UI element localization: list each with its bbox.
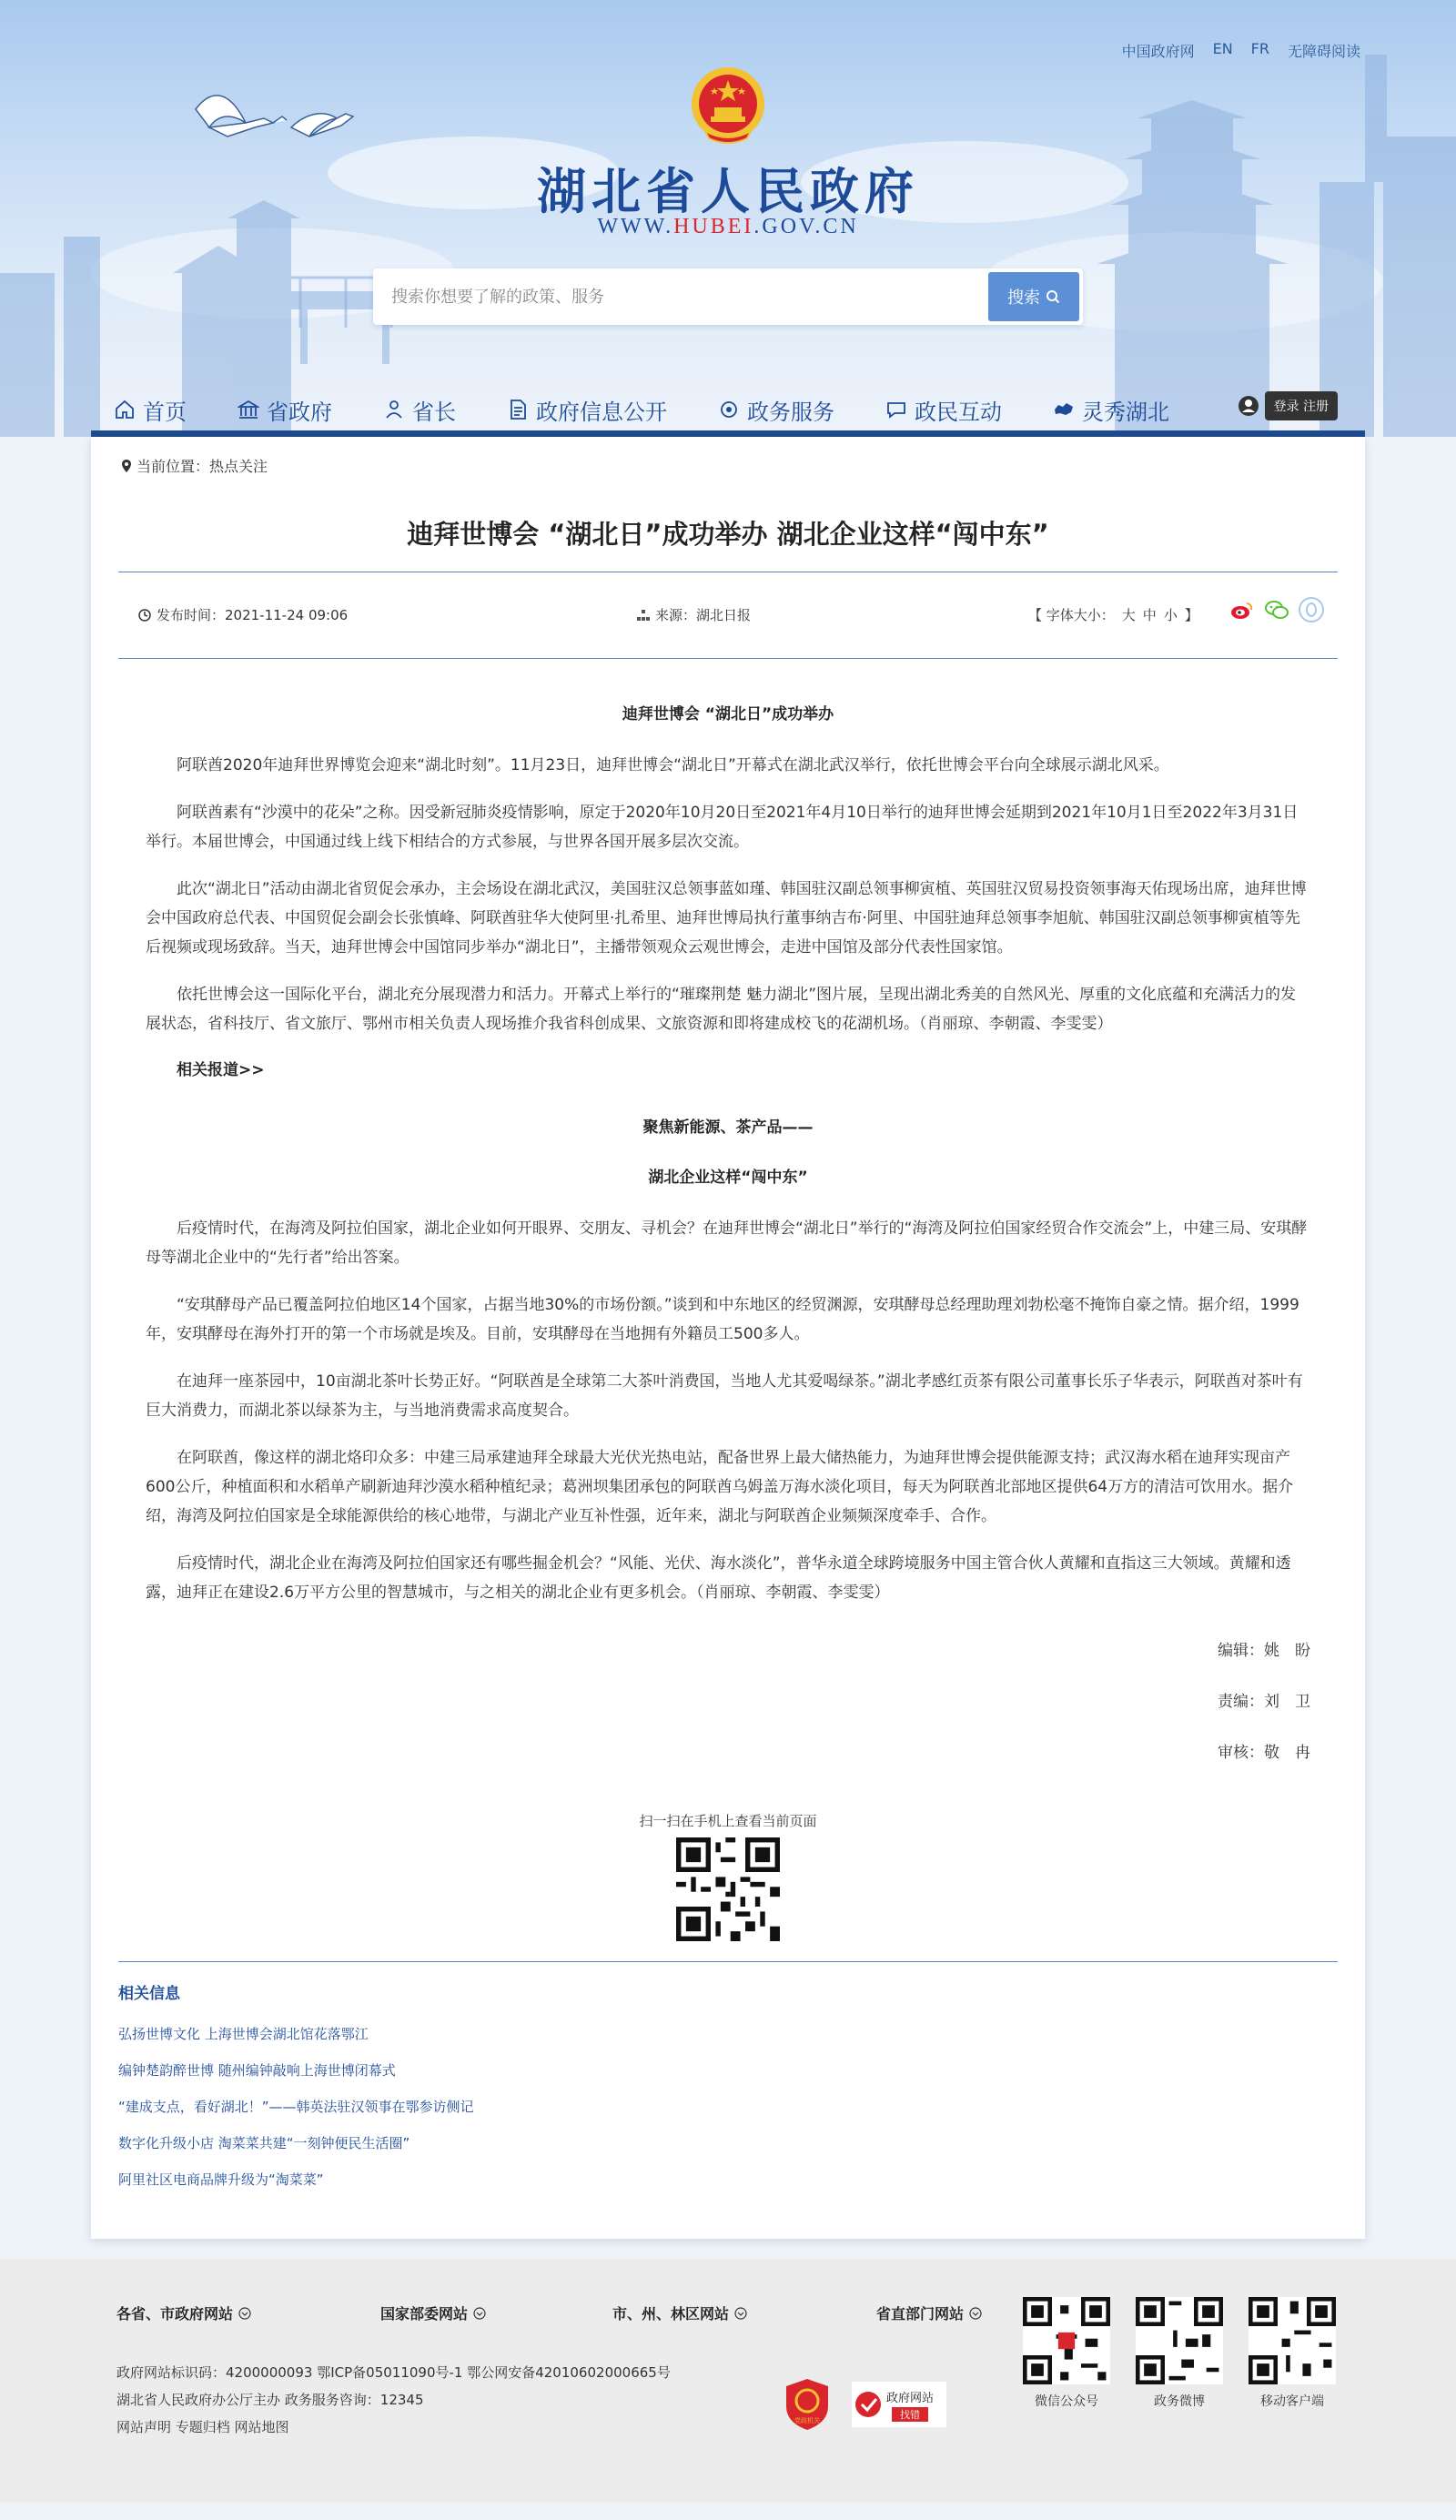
badge-2-bottom: 找错 bbox=[900, 2409, 920, 2421]
qr-label-weibo: 政务微博 bbox=[1154, 2394, 1205, 2409]
chevron-down-icon bbox=[734, 2307, 747, 2320]
search-icon bbox=[1046, 289, 1060, 304]
nav-item-gov-services[interactable] bbox=[718, 394, 834, 426]
paragraph: 阿联酋2020年迪拜世界博览会迎来“湖北时刻”。11月23日，迪拜世博会“湖北日”开幕式在湖北武汉举行，依托世博会平台向全球展示湖北风采。 bbox=[177, 756, 1169, 774]
national-emblem-icon[interactable] bbox=[689, 64, 767, 146]
service-icon bbox=[718, 399, 740, 420]
document-icon bbox=[507, 399, 529, 420]
publish-time-text: 发布时间：2021-11-24 09:06 bbox=[157, 607, 349, 623]
nav-underline bbox=[91, 430, 1365, 437]
link-fr[interactable]: FR bbox=[1250, 40, 1269, 57]
section-subtitle-2: 聚焦新能源、茶产品—— bbox=[642, 1118, 814, 1137]
article-body bbox=[118, 701, 1338, 1778]
related-report-link[interactable]: 相关报道>> bbox=[177, 1061, 265, 1079]
link-accessibility[interactable]: 无障碍阅读 bbox=[1287, 43, 1360, 60]
footer-site-links bbox=[116, 2302, 990, 2324]
user-icon[interactable] bbox=[1238, 395, 1259, 417]
section-subtitle-3: 湖北企业这样“闯中东” bbox=[648, 1169, 808, 1187]
qr-label-mobile: 移动客户端 bbox=[1260, 2394, 1324, 2409]
nav-label-governor: 省长 bbox=[412, 399, 456, 425]
article-source bbox=[637, 605, 751, 624]
related-item[interactable]: 编钟楚韵醉世博 随州编钟敲响上海世博闭幕式 bbox=[118, 2062, 396, 2079]
related-list bbox=[118, 2016, 1338, 2198]
font-size-small[interactable]: 小 bbox=[1163, 607, 1178, 623]
nav-item-interaction[interactable] bbox=[885, 394, 1002, 426]
footer-info-line: 湖北省人民政府办公厅主办 政务服务咨询：12345 bbox=[116, 2392, 424, 2408]
nav-label-home: 首页 bbox=[143, 399, 187, 425]
qr-label-wechat: 微信公众号 bbox=[1035, 2394, 1098, 2409]
footer-info-line: 政府网站标识码：4200000093 鄂ICP备05011090号-1 鄂公网安备42010602000665号 bbox=[116, 2364, 671, 2381]
footer-link-city-sites[interactable] bbox=[612, 2302, 747, 2323]
related-item[interactable]: 阿里社区电商品牌升级为“淘菜菜” bbox=[118, 2171, 324, 2188]
footer-link-label: 各省、市政府网站 bbox=[116, 2305, 234, 2323]
footer-link-department-sites[interactable] bbox=[876, 2302, 982, 2323]
home-icon bbox=[114, 399, 136, 420]
search-button[interactable] bbox=[988, 272, 1079, 321]
related-item[interactable]: 弘扬世博文化 上海世博会湖北馆花落鄂江 bbox=[118, 2026, 369, 2042]
nav-label-gov-services: 政务服务 bbox=[747, 399, 834, 425]
nav-item-lingxiu-hubei[interactable] bbox=[1053, 394, 1169, 426]
paragraph: 此次“湖北日”活动由湖北省贸促会承办，主会场设在湖北武汉，美国驻汉总领事蓝如瑾、韩国驻汉副总领事柳寅植、英国驻汉贸易投资领事海天佑现场出席，迪拜世博会中国政府总代表、中国贸促会副会长张慎峰、阿联酋驻华大使阿里·扎希里、迪拜世博局执行董事纳吉布·阿里、中国驻迪拜总领事李旭航、韩国驻汉副总领事柳寅植等先后视频或现场致辞。当天，迪拜世博会中国馆同步举办“湖北日”，主播带领观众云观世博会，走进中国馆及部分代表性国家馆。 bbox=[146, 880, 1307, 956]
site-url-prefix: WWW. bbox=[597, 215, 674, 238]
article-meta bbox=[118, 572, 1338, 659]
hubei-map-icon bbox=[1053, 399, 1075, 420]
editor: 编辑：姚 盼 bbox=[1218, 1642, 1310, 1660]
related-info bbox=[118, 1961, 1338, 2198]
user-area bbox=[1238, 391, 1338, 420]
qr-mobile-app bbox=[1249, 2297, 1336, 2410]
footer-link-label: 市、州、林区网站 bbox=[612, 2305, 730, 2323]
page-qr-area bbox=[118, 1811, 1338, 1945]
link-gov-cn[interactable]: 中国政府网 bbox=[1121, 43, 1195, 60]
nav-label-province-gov: 省政府 bbox=[267, 399, 332, 425]
page-qr-code bbox=[676, 1837, 780, 1941]
badge-2-top: 政府网站 bbox=[885, 2392, 935, 2405]
chevron-down-icon bbox=[473, 2307, 486, 2320]
login-register-button[interactable]: 登录 注册 bbox=[1265, 391, 1338, 420]
qr-label: 扫一扫在手机上查看当前页面 bbox=[639, 1813, 817, 1829]
font-size-switcher bbox=[1028, 605, 1198, 624]
search-button-label: 搜索 bbox=[1007, 288, 1040, 308]
footer-link-provincial-sites[interactable] bbox=[116, 2302, 251, 2323]
footer-link-ministry-sites[interactable] bbox=[380, 2302, 486, 2323]
qq-icon[interactable] bbox=[1298, 596, 1325, 623]
site-url-mid: HUBEI bbox=[673, 215, 754, 238]
footer-link-label: 省直部门网站 bbox=[876, 2305, 965, 2323]
source-text: 来源：湖北日报 bbox=[655, 607, 752, 623]
nav-label-lingxiu-hubei: 灵秀湖北 bbox=[1082, 399, 1169, 425]
share-buttons bbox=[1228, 596, 1325, 623]
paragraph: 阿联酋素有“沙漠中的花朵”之称。因受新冠肺炎疫情影响，原定于2020年10月20日至2021年4月10日举行的迪拜世博会延期到2021年10月1日至2022年3月31日举行。本届世博会，中国通过线上线下相结合的方式参展，与世界各国开展多层次交流。 bbox=[146, 804, 1299, 851]
chief-editor: 责编：刘 卫 bbox=[1218, 1693, 1310, 1711]
reviewer: 审核：敬 冉 bbox=[1218, 1744, 1310, 1762]
site-title[interactable]: 湖北省人民政府 bbox=[537, 162, 919, 220]
search-box bbox=[373, 268, 1083, 325]
footer-info bbox=[116, 2359, 671, 2441]
party-gov-badge-icon[interactable] bbox=[783, 2377, 832, 2432]
site-url-suffix: .GOV.CN bbox=[753, 215, 859, 238]
font-size-medium[interactable]: 中 bbox=[1142, 607, 1157, 623]
nav-label-info-disclosure: 政府信息公开 bbox=[536, 399, 667, 425]
badge-1-text: 党政机关 bbox=[794, 2417, 820, 2424]
location-pin-icon bbox=[120, 459, 133, 473]
footer-qr-codes bbox=[1023, 2297, 1336, 2410]
clock-icon bbox=[138, 609, 151, 622]
paragraph: 依托世博会这一国际化平台，湖北充分展现潜力和活力。开幕式上举行的“璀璨荆楚 魅力湖北”图片展，呈现出湖北秀美的自然风光、厚重的文化底蕴和充满活力的发展状态，省科技厅、省文旅厅、鄂州市相关负责人现场推介我省科创成果、文旅资源和即将建成校飞的花湖机场。（肖丽琼、李朝霞、李雯雯） bbox=[146, 986, 1297, 1033]
qr-weibo bbox=[1136, 2297, 1223, 2410]
font-size-label: 【 字体大小： bbox=[1028, 607, 1115, 623]
sitemap-icon bbox=[637, 609, 650, 622]
gov-site-error-report-icon[interactable] bbox=[852, 2382, 946, 2427]
breadcrumb-text[interactable]: 当前位置：热点关注 bbox=[136, 458, 268, 475]
nav-item-info-disclosure[interactable] bbox=[507, 394, 667, 426]
site-header bbox=[0, 0, 1456, 437]
government-building-icon bbox=[238, 399, 259, 420]
related-item[interactable]: 数字化升级小店 淘菜菜共建“一刻钟便民生活圈” bbox=[118, 2135, 410, 2151]
site-url bbox=[0, 215, 1456, 239]
person-icon bbox=[383, 399, 405, 420]
footer-info-line[interactable]: 网站声明 专题归档 网站地图 bbox=[116, 2419, 289, 2435]
nav-item-governor[interactable] bbox=[383, 394, 456, 426]
wechat-qr-code bbox=[1023, 2297, 1110, 2384]
related-heading: 相关信息 bbox=[118, 1985, 180, 2003]
font-size-end: 】 bbox=[1184, 607, 1198, 623]
signoff bbox=[146, 1625, 1310, 1778]
section-subtitle-1: 迪拜世博会 “湖北日”成功举办 bbox=[622, 705, 834, 724]
paragraph: 在阿联酋，像这样的湖北烙印众多：中建三局承建迪拜全球最大光伏光热电站，配备世界上最大储热能力，为迪拜世博会提供能源支持；武汉海水稻在迪拜实现亩产600公斤，种植面积和水稻单产刷新迪拜沙漠水稻种植纪录；葛洲坝集团承包的阿联酋乌姆盖万海水淡化项目，每天为阿联酋北部地区提供64万方的清洁可饮用水。据介绍，海湾及阿拉伯国家是全球能源供给的核心地带，与湖北产业互补性强，近年来，湖北与阿联酋企业频频深度牵手、合作。 bbox=[146, 1449, 1294, 1525]
wechat-icon[interactable] bbox=[1263, 596, 1290, 623]
main-nav bbox=[91, 382, 1365, 437]
paragraph: “安琪酵母产品已覆盖阿拉伯地区14个国家，占据当地30%的市场份额。”谈到和中东地区的经贸渊源，安琪酵母总经理助理刘勃松毫不掩饰自豪之情。据介绍，1999年，安琪酵母在海外打开的第一个市场就是埃及。目前，安琪酵母在当地拥有外籍员工500多人。 bbox=[146, 1296, 1299, 1343]
font-size-large[interactable]: 大 bbox=[1121, 607, 1136, 623]
mobile-app-qr-code bbox=[1249, 2297, 1336, 2384]
top-links bbox=[1122, 40, 1360, 61]
chevron-down-icon bbox=[238, 2307, 251, 2320]
chevron-down-icon bbox=[969, 2307, 982, 2320]
footer-badges bbox=[783, 2377, 946, 2432]
publish-time bbox=[138, 605, 348, 624]
article-title: 迪拜世博会 “湖北日”成功举办 湖北企业这样“闯中东” bbox=[407, 519, 1049, 550]
chat-icon bbox=[885, 399, 907, 420]
search-input[interactable] bbox=[391, 281, 983, 312]
weibo-icon[interactable] bbox=[1228, 596, 1256, 623]
paragraph: 后疫情时代，湖北企业在海湾及阿拉伯国家还有哪些掘金机会？“风能、光伏、海水淡化”，普华永道全球跨境服务中国主管合伙人黄耀和直指这三大领域。黄耀和透露，迪拜正在建设2.6万平方公里的智慧城市，与之相关的湖北企业有更多机会。（肖丽琼、李朝霞、李雯雯） bbox=[146, 1554, 1291, 1602]
related-item[interactable]: “建成支点，看好湖北！”——韩英法驻汉领事在鄂参访侧记 bbox=[118, 2099, 474, 2115]
paragraph: 后疫情时代，在海湾及阿拉伯国家，湖北企业如何开眼界、交朋友、寻机会？在迪拜世博会“湖北日”举行的“海湾及阿拉伯国家经贸合作交流会”上，中建三局、安琪酵母等湖北企业中的“先行者”给出答案。 bbox=[146, 1220, 1308, 1267]
link-en[interactable]: EN bbox=[1212, 40, 1233, 57]
nav-item-home[interactable] bbox=[114, 394, 187, 426]
nav-item-province-gov[interactable] bbox=[238, 394, 332, 426]
site-footer bbox=[0, 2259, 1456, 2503]
nav-label-interaction: 政民互动 bbox=[915, 399, 1002, 425]
paragraph: 在迪拜一座茶园中，10亩湖北茶叶长势正好。“阿联酋是全球第二大茶叶消费国，当地人尤其爱喝绿茶。”湖北孝感红贡茶有限公司董事长乐子华表示，阿联酋对茶叶有巨大消费力，而湖北茶以绿茶为主，与当地消费需求高度契合。 bbox=[146, 1372, 1303, 1420]
breadcrumb bbox=[118, 455, 1338, 476]
footer-link-label: 国家部委网站 bbox=[380, 2305, 469, 2323]
qr-wechat bbox=[1023, 2297, 1110, 2410]
weibo-qr-code bbox=[1136, 2297, 1223, 2384]
article-card bbox=[91, 437, 1365, 2239]
